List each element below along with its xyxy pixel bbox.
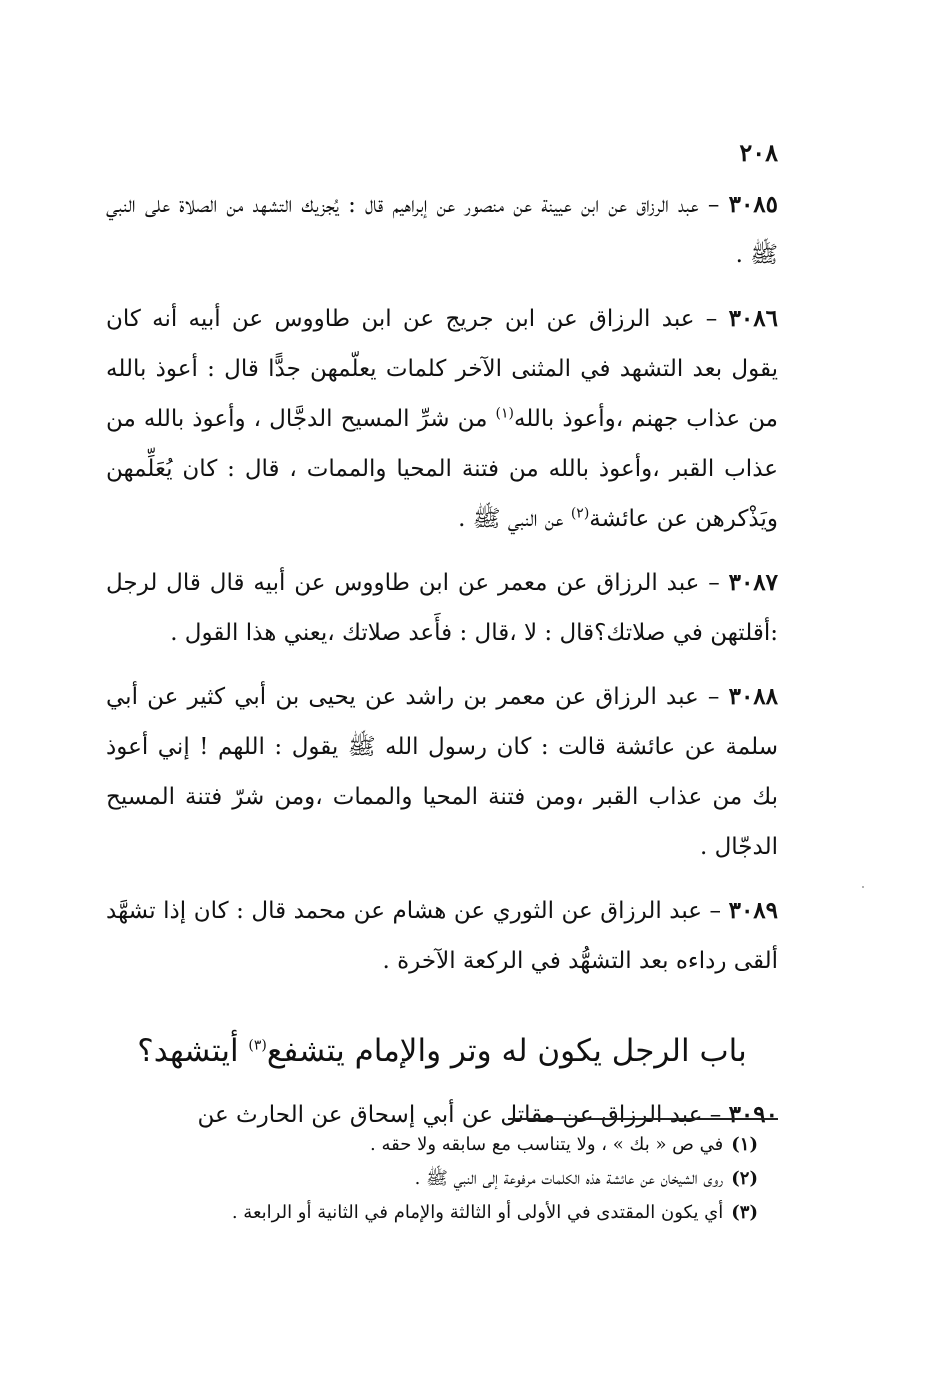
hadith-text-part-2: من شرِّ المسيح الدجَّال ، وأعوذ بالله من عذاب القبر ،وأعوذ بالله من فتنة المحيا والممات ، قال : كان يُعَلِّمهن ويَذْكرهن عن عائشة <box>106 406 778 532</box>
footnote-3 <box>108 1196 758 1230</box>
hadith-dash: – <box>709 1102 722 1128</box>
footnote-text: أي يكون المقتدى في الأولى أو الثالثة والإمام في الثانية أو الرابعة . <box>231 1202 724 1223</box>
hadith-entry-3089 <box>106 886 778 986</box>
footnote-marker: (٢) <box>731 1168 758 1189</box>
footnotes <box>108 1128 758 1230</box>
footnote-ref-2: (٢) <box>570 505 590 522</box>
footnote-marker: (٣) <box>731 1202 758 1223</box>
scan-speck <box>862 886 864 888</box>
hadith-text: عبد الرزاق عن الثوري عن هشام عن محمد قال : كان إذا تشهَّد ألقى رداءه بعد التشهُّد في الركعة الآخرة . <box>106 898 778 974</box>
hadith-text: عبد الرزاق عن معمر بن راشد عن يحيى بن أبي كثير عن أبي سلمة عن عائشة قالت : كان رسول الله ﷺ يقول : اللهم ! إني أعوذ بك من عذاب القبر ،ومن فتنة المحيا والممات ،ومن شرّ فتنة المسيح الدجّال . <box>106 684 778 860</box>
footnote-separator <box>508 1118 778 1120</box>
footnote-ref-3: (٣) <box>248 1037 267 1054</box>
hadith-text: عبد الرزاق عن مقاتل عن أبي إسحاق عن الحارث عن <box>197 1102 703 1128</box>
footnote-text: روى الشيخان عن عائشة هذه الكلمات مرفوعة إلى النبي ﷺ . <box>414 1168 724 1189</box>
footnote-1 <box>108 1128 758 1162</box>
hadith-dash: – <box>709 898 722 924</box>
chapter-title-part-2: أيتشهد؟ <box>137 1033 239 1069</box>
hadith-entry-3088 <box>106 672 778 872</box>
footnote-text: في ص « بك » ، ولا يتناسب مع سابقه ولا حقه . <box>370 1134 724 1155</box>
hadith-number: ٣٠٨٦ <box>728 305 778 332</box>
chapter-heading <box>106 1026 778 1076</box>
hadith-text: عبد الرزاق عن معمر عن ابن طاووس عن أبيه قال قال لرجل :أقلتهن في صلاتك؟قال : لا ،قال : فأَعد صلاتك ،يعني هذا القول . <box>106 570 778 646</box>
hadith-dash: – <box>707 192 720 218</box>
hadith-text-part-1: عبد الرزاق عن ابن جريج عن ابن طاووس عن أبيه أنه كان يقول بعد التشهد في المثنى الآخر كلمات يعلّمهن جدًّا قال : أعوذ بالله من عذاب جهنم ،وأعوذ بالله <box>106 306 778 432</box>
hadith-number: ٣٠٨٩ <box>728 897 779 924</box>
hadith-text: عبد الرزاق عن ابن عيينة عن منصور عن إبراهيم قال : يُجزيك التشهد من الصلاة على النبي ﷺ . <box>106 192 778 268</box>
page-number: ٢٠٨ <box>739 138 778 167</box>
footnote-marker: (١) <box>731 1134 758 1155</box>
footnote-ref-1: (١) <box>495 405 514 422</box>
hadith-dash: – <box>707 684 720 710</box>
hadith-entry-3085 <box>106 180 778 280</box>
hadith-number: ٣٠٨٨ <box>728 683 779 710</box>
hadith-entry-3087 <box>106 558 778 658</box>
hadith-entry-3086 <box>106 294 778 544</box>
hadith-text-part-3: عن النبي ﷺ . <box>458 506 564 532</box>
chapter-title-part-1: باب الرجل يكون له وتر والإمام يتشفع <box>266 1033 747 1069</box>
main-text <box>106 180 778 1154</box>
hadith-number: ٣٠٩٠ <box>728 1101 778 1128</box>
footnote-2 <box>108 1162 758 1196</box>
hadith-dash: – <box>705 306 718 332</box>
hadith-number: ٣٠٨٧ <box>728 569 779 596</box>
hadith-dash: – <box>708 570 720 596</box>
hadith-number: ٣٠٨٥ <box>728 191 779 218</box>
